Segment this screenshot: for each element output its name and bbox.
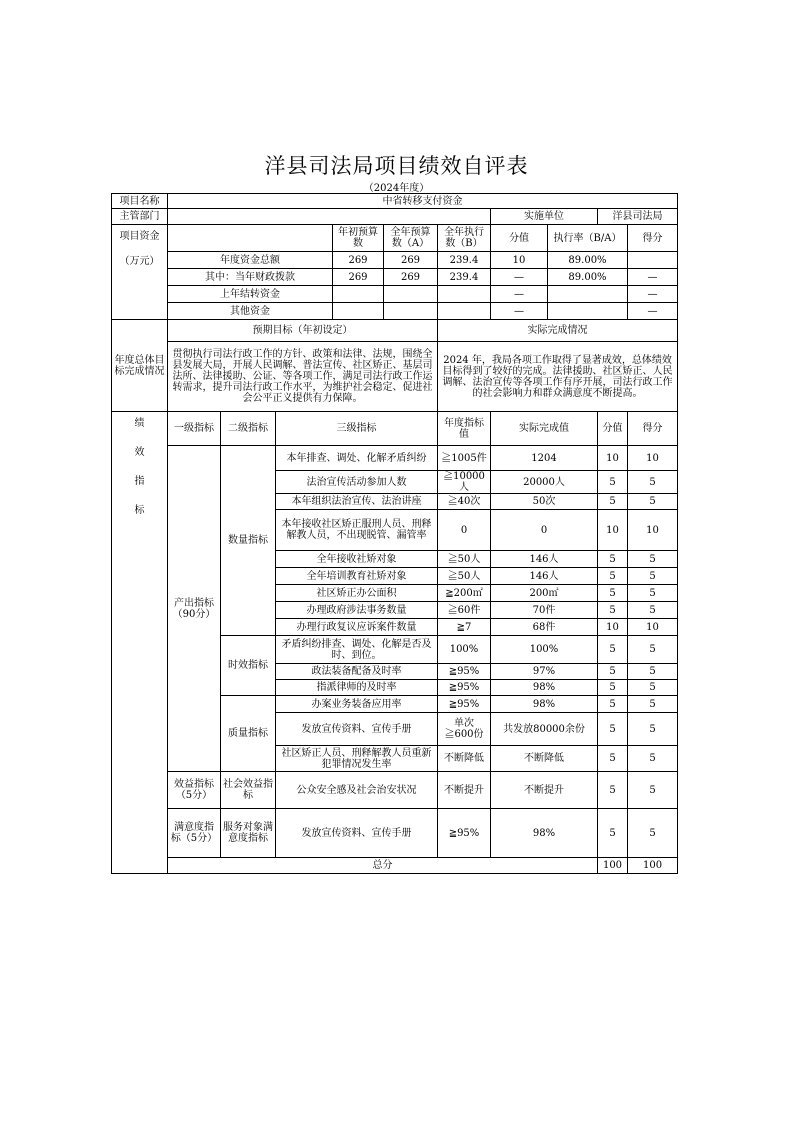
indicator-target: ≧95% bbox=[438, 664, 491, 680]
side-char: 标 bbox=[134, 505, 145, 516]
project-name-value: 中省转移支付资金 bbox=[168, 194, 678, 209]
funds-row-name: 其他资金 bbox=[168, 303, 333, 320]
funds-row-name: 其中：当年财政拨款 bbox=[168, 269, 333, 286]
indicator-name: 本年排查、调处、化解矛盾纠纷 bbox=[276, 446, 438, 471]
indicator-target: ≧95% bbox=[438, 696, 491, 713]
funds-row-exec bbox=[438, 286, 491, 303]
col-exec-rate: 执行率（B/A） bbox=[548, 225, 628, 252]
quality-indicator-label: 质量指标 bbox=[221, 696, 276, 772]
funds-label-cell bbox=[112, 225, 168, 320]
col-ind-score: 分值 bbox=[598, 412, 628, 446]
funds-row-initial: 269 bbox=[333, 269, 384, 286]
indicator-got: 5 bbox=[628, 494, 678, 510]
indicator-got: 5 bbox=[628, 585, 678, 602]
indicator-score: 10 bbox=[598, 510, 628, 551]
indicator-score: 5 bbox=[598, 664, 628, 680]
indicator-actual: 98% bbox=[491, 680, 598, 696]
funds-blank-header bbox=[168, 225, 333, 252]
indicator-target: 不断降低 bbox=[438, 746, 491, 772]
indicator-actual: 146人 bbox=[491, 551, 598, 568]
col-target: 年度指标值 bbox=[438, 412, 491, 446]
col-ind-got: 得分 bbox=[628, 412, 678, 446]
funds-row-initial bbox=[333, 303, 384, 320]
indicator-actual: 98% bbox=[491, 696, 598, 713]
col-level3: 三级指标 bbox=[276, 412, 438, 446]
indicator-got: 5 bbox=[628, 471, 678, 494]
indicator-got: 5 bbox=[628, 696, 678, 713]
indicator-actual: 共发放80000余份 bbox=[491, 713, 598, 746]
funds-unit: （万元） bbox=[119, 256, 160, 267]
indicator-target: ≧95% bbox=[438, 809, 491, 858]
total-got: 100 bbox=[628, 858, 678, 874]
indicator-name: 指派律师的及时率 bbox=[276, 680, 438, 696]
indicator-name: 办理行政复议应诉案件数量 bbox=[276, 619, 438, 636]
indicator-actual: 98% bbox=[491, 809, 598, 858]
indicator-name: 法治宣传活动参加人数 bbox=[276, 471, 438, 494]
indicator-got: 5 bbox=[628, 772, 678, 809]
indicator-name: 社区矫正办公面积 bbox=[276, 585, 438, 602]
funds-row-got: — bbox=[628, 269, 678, 286]
side-char: 指 bbox=[134, 476, 145, 487]
col-score: 分值 bbox=[491, 225, 548, 252]
indicator-actual: 70件 bbox=[491, 602, 598, 619]
performance-table bbox=[111, 193, 678, 874]
indicator-target: 不断提升 bbox=[438, 772, 491, 809]
impl-label: 实施单位 bbox=[491, 209, 598, 225]
indicator-actual: 1204 bbox=[491, 446, 598, 471]
indicator-actual: 0 bbox=[491, 510, 598, 551]
indicator-actual: 97% bbox=[491, 664, 598, 680]
funds-row-got bbox=[628, 252, 678, 269]
col-full-exec: 全年执行数（B） bbox=[438, 225, 491, 252]
indicator-score: 5 bbox=[598, 809, 628, 858]
indicator-actual: 68件 bbox=[491, 619, 598, 636]
indicator-got: 5 bbox=[628, 680, 678, 696]
social-benefit-label: 社会效益指标 bbox=[221, 772, 276, 809]
col-level2: 二级指标 bbox=[221, 412, 276, 446]
expected-goal-header: 预期目标（年初设定） bbox=[168, 320, 438, 342]
funds-row-full bbox=[384, 286, 438, 303]
indicator-actual: 20000人 bbox=[491, 471, 598, 494]
indicator-name: 办理政府涉法事务数量 bbox=[276, 602, 438, 619]
indicator-name: 政法装备配备及时率 bbox=[276, 664, 438, 680]
dept-label: 主管部门 bbox=[112, 209, 168, 225]
indicator-target: ≧50人 bbox=[438, 551, 491, 568]
indicator-actual: 不断提升 bbox=[491, 772, 598, 809]
indicator-name: 公众安全感及社会治安状况 bbox=[276, 772, 438, 809]
indicator-target: ≧40次 bbox=[438, 494, 491, 510]
indicator-got: 5 bbox=[628, 713, 678, 746]
funds-row-got: — bbox=[628, 303, 678, 320]
indicator-target: 100% bbox=[438, 636, 491, 664]
indicator-name: 发放宣传资料、宣传手册 bbox=[276, 713, 438, 746]
time-indicator-label: 时效指标 bbox=[221, 636, 276, 696]
funds-row-got: — bbox=[628, 286, 678, 303]
indicator-got: 5 bbox=[628, 568, 678, 585]
expected-goal-text: 贯彻执行司法行政工作的方针、政策和法律、法规，围绕全县发展大局，开展人民调解、普法宣传、社区矫正、基层司法所、法律援助、公证、等各项工作，满足司法行政工作运转需求，提升司法行政工作水平，为维护社会稳定、促进社会公平正义提供有力保障。 bbox=[168, 342, 438, 412]
project-name-label: 项目名称 bbox=[112, 194, 168, 209]
indicator-target: 0 bbox=[438, 510, 491, 551]
col-actual: 实际完成值 bbox=[491, 412, 598, 446]
benefit-indicator-label: 效益指标（5分） bbox=[168, 772, 221, 809]
indicator-name: 办案业务装备应用率 bbox=[276, 696, 438, 713]
indicator-score: 5 bbox=[598, 551, 628, 568]
funds-row-rate: 89.00% bbox=[548, 252, 628, 269]
side-char: 绩 bbox=[134, 418, 145, 429]
indicator-name: 社区矫正人员、刑释解教人员重新犯罪情况发生率 bbox=[276, 746, 438, 772]
satisfaction-indicator-label: 满意度指标（5分） bbox=[168, 809, 221, 858]
indicator-score: 5 bbox=[598, 680, 628, 696]
funds-row-initial bbox=[333, 286, 384, 303]
funds-row-score: — bbox=[491, 303, 548, 320]
funds-row-name: 年度资金总额 bbox=[168, 252, 333, 269]
dept-value bbox=[168, 209, 491, 225]
funds-row-full: 269 bbox=[384, 269, 438, 286]
indicator-target: ≧10000人 bbox=[438, 471, 491, 494]
indicator-name: 矛盾纠纷排查、调处、化解是否及时、到位。 bbox=[276, 636, 438, 664]
funds-label: 项目资金 bbox=[119, 231, 160, 242]
indicator-target: ≧1005件 bbox=[438, 446, 491, 471]
indicator-got: 5 bbox=[628, 809, 678, 858]
indicator-got: 10 bbox=[628, 510, 678, 551]
actual-goal-text: 2024 年，我局各项工作取得了显著成效，总体绩效目标得到了较好的完成。法律援助、社区矫正、人民调解、法治宣传等各项工作有序开展，司法行政工作的社会影响力和群众满意度不断提高。 bbox=[438, 342, 678, 412]
indicator-actual: 200㎡ bbox=[491, 585, 598, 602]
quantity-indicator-label: 数量指标 bbox=[221, 446, 276, 636]
indicator-score: 5 bbox=[598, 746, 628, 772]
indicator-target: ≧60件 bbox=[438, 602, 491, 619]
total-score: 100 bbox=[598, 858, 628, 874]
indicator-score: 5 bbox=[598, 471, 628, 494]
indicator-score: 5 bbox=[598, 585, 628, 602]
funds-row-score: 10 bbox=[491, 252, 548, 269]
indicator-score: 5 bbox=[598, 713, 628, 746]
indicator-got: 10 bbox=[628, 446, 678, 471]
funds-row-initial: 269 bbox=[333, 252, 384, 269]
indicator-name: 发放宣传资料、宣传手册 bbox=[276, 809, 438, 858]
indicator-score: 5 bbox=[598, 772, 628, 809]
year-subtitle: （2024年度） bbox=[363, 183, 430, 194]
indicator-got: 5 bbox=[628, 602, 678, 619]
indicator-target: ≧7 bbox=[438, 619, 491, 636]
indicator-got: 5 bbox=[628, 664, 678, 680]
indicator-got: 5 bbox=[628, 746, 678, 772]
indicator-score: 5 bbox=[598, 494, 628, 510]
funds-row-exec: 239.4 bbox=[438, 269, 491, 286]
funds-row-rate bbox=[548, 303, 628, 320]
page-title: 洋县司法局项目绩效自评表 bbox=[264, 154, 529, 178]
funds-row-rate bbox=[548, 286, 628, 303]
indicator-target: ≧50人 bbox=[438, 568, 491, 585]
col-initial-budget: 年初预算数 bbox=[333, 225, 384, 252]
indicator-name: 本年组织法治宣传、法治讲座 bbox=[276, 494, 438, 510]
indicator-name: 全年培训教育社矫对象 bbox=[276, 568, 438, 585]
indicator-name: 本年接收社区矫正服刑人员、刑释解教人员，不出现脱管、漏管率 bbox=[276, 510, 438, 551]
indicator-target: ≧200㎡ bbox=[438, 585, 491, 602]
funds-row-rate: 89.00% bbox=[548, 269, 628, 286]
indicator-score: 10 bbox=[598, 619, 628, 636]
funds-row-name: 上年结转资金 bbox=[168, 286, 333, 303]
actual-goal-header: 实际完成情况 bbox=[438, 320, 678, 342]
col-got: 得分 bbox=[628, 225, 678, 252]
indicator-got: 5 bbox=[628, 551, 678, 568]
impl-value: 洋县司法局 bbox=[598, 209, 678, 225]
output-indicator-label: 产出指标（90分） bbox=[168, 446, 221, 772]
side-char: 效 bbox=[134, 447, 145, 458]
service-satisfaction-label: 服务对象满意度指标 bbox=[221, 809, 276, 858]
indicator-target: ≧95% bbox=[438, 680, 491, 696]
indicator-actual: 100% bbox=[491, 636, 598, 664]
funds-row-score: — bbox=[491, 286, 548, 303]
col-full-budget: 全年预算数（A） bbox=[384, 225, 438, 252]
indicator-target: 单次≧600份 bbox=[438, 713, 491, 746]
funds-row-score: — bbox=[491, 269, 548, 286]
indicator-actual: 146人 bbox=[491, 568, 598, 585]
indicator-name: 全年接收社矫对象 bbox=[276, 551, 438, 568]
goals-label: 年度总体目标完成情况 bbox=[112, 320, 168, 412]
indicator-score: 5 bbox=[598, 568, 628, 585]
col-level1: 一级指标 bbox=[168, 412, 221, 446]
indicator-score: 5 bbox=[598, 636, 628, 664]
indicator-actual: 50次 bbox=[491, 494, 598, 510]
indicator-got: 5 bbox=[628, 636, 678, 664]
total-label: 总分 bbox=[168, 858, 598, 874]
indicator-score: 5 bbox=[598, 696, 628, 713]
indicator-got: 10 bbox=[628, 619, 678, 636]
indicator-score: 5 bbox=[598, 602, 628, 619]
indicator-actual: 不断降低 bbox=[491, 746, 598, 772]
indicator-score: 10 bbox=[598, 446, 628, 471]
funds-row-full bbox=[384, 303, 438, 320]
funds-row-exec bbox=[438, 303, 491, 320]
indicators-side-label bbox=[112, 412, 168, 874]
funds-row-full: 269 bbox=[384, 252, 438, 269]
funds-row-exec: 239.4 bbox=[438, 252, 491, 269]
